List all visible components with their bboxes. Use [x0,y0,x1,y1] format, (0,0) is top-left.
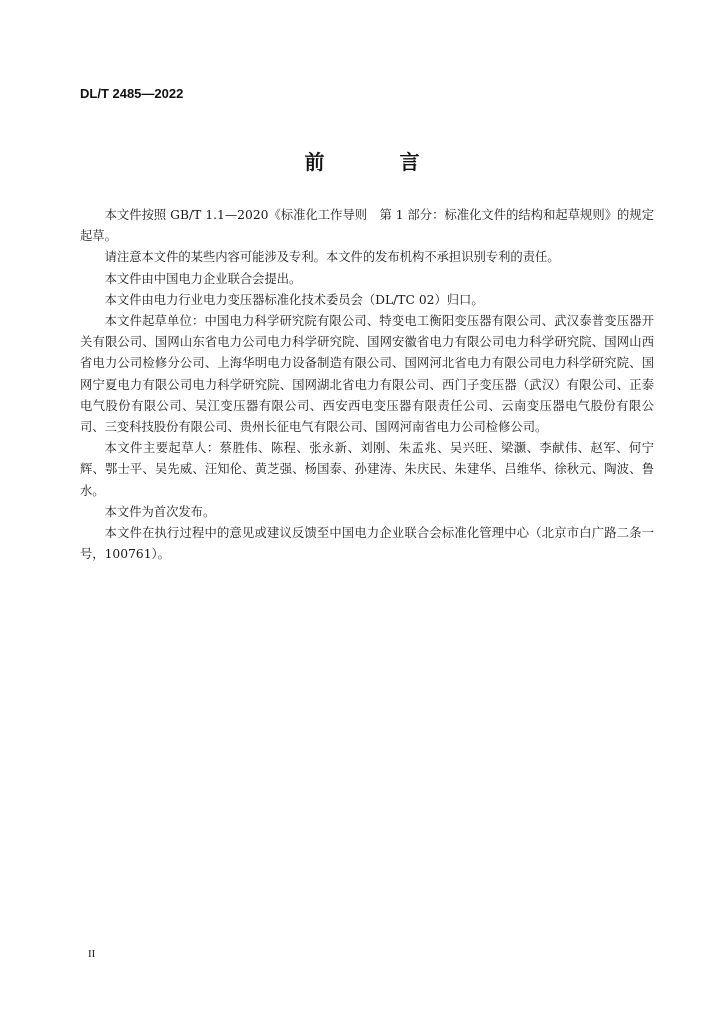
paragraph-drafting-units: 本文件起草单位：中国电力科学研究院有限公司、特变电工衡阳变压器有限公司、武汉泰普变压器开关有限公司、国网山东省电力公司电力科学研究院、国网安徽省电力有限公司电力科学研究院、国网山西省电力公司检修分公司、上海华明电力设备制造有限公司、国网河北省电力有限公司电力科学研究院、国网宁夏电力有限公司电力科学研究院、国网湖北省电力有限公司、西门子变压器（武汉）有限公司、正泰电气股份有限公司、吴江变压器有限公司、西安西电变压器有限责任公司、云南变压器电气股份有限公司、三变科技股份有限公司、贵州长征电气有限公司、国网河南省电力公司检修公司。 [80,314,654,435]
document-code: DL/T 2485—2022 [80,86,184,101]
page-number: II [88,948,96,960]
paragraph-first-release: 本文件为首次发布。 [104,504,216,519]
paragraph-proposer: 本文件由中国电力企业联合会提出。 [104,271,302,286]
paragraph-drafting-rules: 本文件按照 GB/T 1.1—2020《标准化工作导则 第 1 部分：标准化文件的结构和起草规则》的规定起草。 [80,208,654,244]
paragraph-feedback: 本文件在执行过程中的意见或建议反馈至中国电力企业联合会标准化管理中心（北京市白广路二条一号，100761）。 [80,526,654,562]
paragraph-technical-committee: 本文件由电力行业电力变压器标准化技术委员会（DL/TC 02）归口。 [104,292,484,307]
page-title: 前 言 [304,150,454,174]
preface-body [80,205,654,565]
paragraph-patent-notice: 请注意本文件的某些内容可能涉及专利。本文件的发布机构不承担识别专利的责任。 [104,250,560,265]
paragraph-main-drafters: 本文件主要起草人：蔡胜伟、陈程、张永新、刘刚、朱孟兆、吴兴旺、梁灏、李献伟、赵军、何宁辉、鄂士平、吴先威、汪知伦、黄芝强、杨国泰、孙建涛、朱庆民、朱建华、吕维华、徐秋元、陶波、鲁水。 [80,441,654,498]
